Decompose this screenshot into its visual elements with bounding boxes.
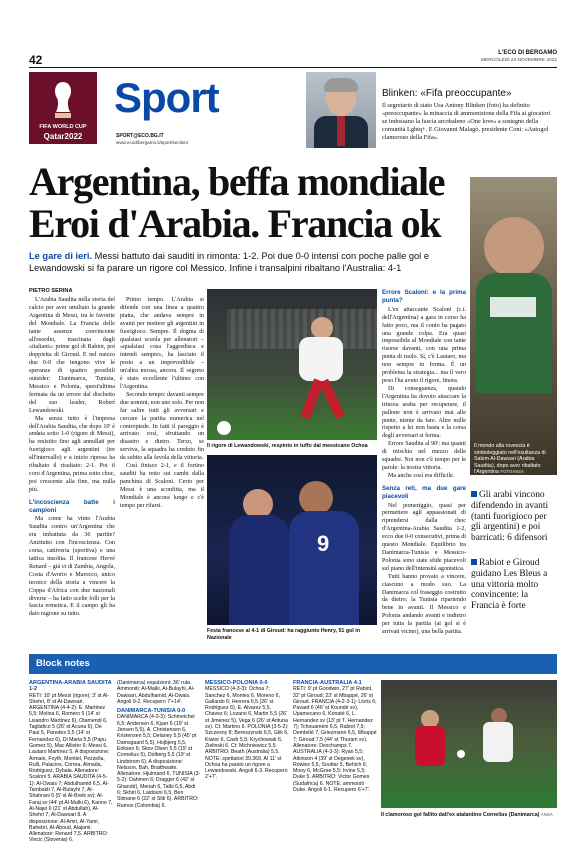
headline-deck <box>29 251 457 274</box>
sidebar-item-text: Rabiot e Giroud guidano Les Bleus a una vittoria molto convincente: la Francia è forte <box>471 558 548 612</box>
paper-name: L'ECO DI BERGAMO <box>498 50 557 56</box>
block-notes-title: Block notes <box>36 658 90 669</box>
world-cup-logo <box>29 72 97 144</box>
col2-paragraph: Primo tempo. L'Arabia si difende con una linea a quattro piatta, che andava sempre in avanti per mettere gli argentini in fuorigioco. Sempre. Il dogma di qualsiasi scuola per allenatori – «qualsiasi cosa l'aggredisca e intendi sempre», ha lasciato il posto a un imprevedibile – un'altra mossa, ancora. Il segreto è stato eccellente l'ultimo con l'Argentina. <box>120 297 204 390</box>
header-top-rule <box>29 67 557 68</box>
article-col2 <box>120 297 204 642</box>
col3-paragraph: Nel pomeriggio, quasi per permettere agli appassionati di riprendersi dalla choc d'Argentina-Arabia Saudita 1-2, ecco due 0-0 consecutivi, prima di questo Mondiale. Equilibrio tra Danimarca-Tunisia e Messico-Polonia sono state sfide piacevoli sul piano dell'intensità agonistica. <box>382 502 466 572</box>
giroud-caption: Festa francese al 4-1 di Giroud: ha raggiunto Henry, 51 gol in Nazionale <box>207 628 360 641</box>
match-heading: MESSICO-POLONIA 0-0 <box>205 680 268 686</box>
col3-paragraph: L'ex attaccante Scaloni (c.t. dell'Argentina) a gara in corso ha fatto poco, ma il conto ha pagato una grande colpa. Era quasi impossibile al Mondiale con tante risorse davanti, con una prima punta di ruolo. Sì, c'è Lautaro, ma non sempre in forma. È un problema la strategia... ma il vero peso l'ha avuto il rigore, finora. <box>382 306 466 384</box>
paper-date: MERCOLEDÌ 23 NOVEMBRE 2022 <box>481 58 557 63</box>
sidebar-item <box>471 490 557 544</box>
match-text: RETI: 10' pt Messi (rigore); 3' st Al-Shehri, 8' st Al-Dawsari. ARGENTINA (4-4-2): E. Martinez 5,5; Molina 6, Romero 5 (14' st Lisandro Martinez 6), Otamendi 6, Tagliafico 5 (26' st Acuna 6); De Paul 5, Paredes 5,5 (14' st Fernandez 6), Di Maria 5,5 (Papu Gomez 5), Mac Allister 6; Messi 6, Lautaro Martinez 5. A disposizione: Armani, Foyth, Montiel, Pezzella, Rulli, Palacios, Correa, Almada, Rodriguez, Dybala. Allenatore: Scaloni 5. ARABIA SAUDITA (4-5-1): Al-Owais 7; Abdulhamid 6,5, Al-Tambakti 7, Al-Bulayhi 7, Al-Shahrani 6 (5' st Al-Breik sv); Al-Faraj sv (44' pt Al-Malki 6), Kanno 7, Al-Najei 6 (21' st Abdullah), Al-Shehri 7, Al-Dawsari 8. A disposizione: Al-Amri, Al-Yami, Bahebri, Al-Aboud, Alajami. Allenatore: Renard 7,5. ARBITRO: Vincic (Slovenia) 6. <box>29 692 113 844</box>
square-bullet-icon <box>471 491 477 497</box>
section-email: SPORT@ECO.BG.IT <box>116 133 164 139</box>
match-heading: DANIMARCA-TUNISIA 0-0 <box>117 708 186 715</box>
cornelius-caption-text: Il clamoroso gol fallito dall'ex atalantino Cornelius (Danimarca) <box>381 812 540 818</box>
match-text: MESSICO (4-3-3): Ochoa 7; Sanchez 6, Montes 6, Moreno 6, Gallardo 6; Herrera 6,5 (26' st Rodriguez 6), E. Alvarez 5,5, Chavez 6; Lozano 6, Martin 5,5 (26' st Jimenez 5), Vega 6 (26' st Antuna sv). Ct: Martino 6. POLONIA (3-5-2): Szczesny 8; Bereszynski 6,5, Glik 6, Kiwior 6, Cash 5,5; Krychowiak 6, Zielinski 6. Ct: Michniewicz 5,5. ARBITRO: Beath (Australia) 5,5. NOTE: spettatori 39.369. Al 11' st Ochoa ha parato un rigore a Lewandowski. Angoli 6-3. Recupero 2'+7'. <box>205 686 289 781</box>
col3-paragraph: Errore Saudita al 90': ma quanti di mischia nel mezzo delle squadre. Noi non c'è tempo per le parole: la nostra vittoria. <box>382 441 466 471</box>
arabia-caption-text: Il mondo alla rovescia è simboleggiato nell'esultanza di Salem Al-Dawsari (Arabia Saudita), dopo aver ribaltato l'Argentina <box>474 443 546 475</box>
block-notes-col4 <box>293 680 377 840</box>
match-heading: ARGENTINA-ARABIA SAUDITA 1-2 <box>29 680 112 693</box>
blinken-photo <box>306 72 376 148</box>
col1-paragraph: L'Arabia Saudita nella storia del calcio per aver umiliato la grande Argentina di Messi, tra le favorite del Mondiale. La Francia delle tante assenze convincente all'esordio, trascinata dagli «italiani»: prime gol di Rabiot, poi doppietta di Giroud. E nel mezzo due 0-0 che tengono vive le speranze di quattro possibili outsider: Danimarca, Tunisia, Messico e Polonia, quest'ultima fermata da un errore dal dischetto del suo leader, Robert Lewandowski. <box>29 297 115 414</box>
headline-kicker: Le gare di ieri. <box>29 251 93 261</box>
match-text: (Danimarca) espulsioni: 36' ruta. Ammoniti: Al-Malki, Al-Bulayhi, Al-Dawsari, Abdulhamid, Al-Owais. Angoli 9-2. Recupero 7'+14'. <box>117 680 195 705</box>
giroud-photo: 9 <box>207 455 377 625</box>
cornelius-photo <box>381 680 557 808</box>
cornelius-caption <box>381 812 557 819</box>
square-bullet-icon <box>471 559 477 565</box>
match-text: RETI: 9' pt Goodwin, 27' pt Rabiot, 32' pt Giroud; 23' st Mbappé, 26' st Giroud. FRANCIA (4-2-3-1): Lloris 6; Pavard 6 (46' st Koundé sv), Upamecano 6, Konaté 6, L. Hernandez sv (13' pt T. Hernandez 7); Tchouaméni 6,5, Rabiot 7,5; Dembélé 7, Griezmann 6,5, Mbappé 7; Giroud 7,5 (44' st Thuram sv). Allenatore: Deschamps 7. AUSTRALIA (4-3-3): Ryan 5,5; Atkinson 4 (39' st Degenek sv), Rowles 5,5, Souttar 5, Behich 6; Mooy 6, McGree 5,5; Irvine 5,5; Duke 5. ARBITRO: Victor Gomes (Sudafrica) 6. NOTE: ammoniti Duke. Angoli 6-1. Recupero 6'+7'. <box>293 686 377 794</box>
arabia-caption-credit: FOTOANSA <box>500 469 524 474</box>
col1-paragraph: Ma come ha vinto l'Arabia Saudita contro un'Argentina che era imbattuta da 36 partite? Anzitutto con l'incoscienza. Con corsa, cattiveria (sportiva) e una tattica insolita. Il francese Hervé Renard – già ct di Zambia, Angola, Costa d'Avorio e Marocco, unico tecnico della storia a vincere la Coppa d'Africa con due nazionali diverse – ha fatto scelte folli per la fascia ermetica. E il campo gli ha dato ragione su tutto. <box>29 516 115 618</box>
col3-paragraph: Ma anche così era difficile. <box>388 472 455 479</box>
arabia-photo <box>470 177 557 475</box>
headline-deck-text: Messi battuto dai sauditi in rimonta: 1-2. Poi due 0-0 intensi con poche palle gol e Lewandowski si fa parare un rigore col Messico. Infine i transalpini ribaltano l'Australia: 4-1 <box>29 251 430 273</box>
article-col3 <box>382 289 466 642</box>
col3-paragraph: Di conseguenza, quando l'Argentina ha dovuto attaccare la trincea araba per recuperare, il pallone non è arrivato mai alle punte, niente da fare. Altre mille rispetto a lei non basta e la corsa degli avversari si ferma. <box>382 385 466 440</box>
article-col1 <box>29 297 115 642</box>
sidebar-item-text: Gli arabi vincono difendendo in avanti (tanti fuorigioco per gli argentini) e poi barricati: 6 difensori <box>471 490 549 544</box>
headline-line2: Eroi d'Arabia. Francia ok <box>29 201 441 246</box>
trophy-icon <box>29 76 97 126</box>
block-notes-col2 <box>117 680 201 840</box>
section-title: Sport <box>114 74 219 121</box>
sidebar-item <box>471 558 557 612</box>
match-text: DANIMARCA (4-3-3): Schmeichel 6,5; Andersen 6, Kjaer 6 (19' st Jensen 5,5), A. Christensen 6, Kristensen 5,5; Delaney 5,5 (45' pt Damsgaard 5,5), Hojbjerg 5,5, Eriksen 6; Skov Olsen 5,5 (19' st Cornelius 5), Dolberg 5,5 (19' st Lindstrom 6). A disposizione: Nelsson, Bah, Braithwaite. Allenatore: Hjulmand 6. TUNISIA (3-5-2): Dahmen 6; Dragger 6 (42' st Ghandri), Meriah 6, Talbi 6,5, Abdi 6; Skhiri 6, Laidouni 6,5, Ben Slimane 6 (22' st Sliti 6). ARBITRO: Ramos (Colombia) 6. <box>117 714 201 809</box>
logo-line1: FIFA WORLD CUP <box>39 124 87 130</box>
col2-paragraph: Secondo tempo: davanti sempre due uomini, non uno solo. Per non far salire tutti gli avversari e cercare la partita numerica nel contropiede. In fatti il pareggio è arrivato così, sfruttando un disastro e dietro. Terzo, se serviva, la squadra ha creduto fin da subito alla favola della vittoria. <box>120 391 205 462</box>
byline: PIETRO SERINA <box>29 288 73 294</box>
blinken-title: Blinken: «Fifa preoccupante» <box>382 88 512 99</box>
section-url: www.ecodibergamo.it/sport/section/ <box>116 140 189 145</box>
col3-subheading: Errore Scaloni: e la prima punta? <box>382 289 466 304</box>
blinken-body: Il segretario di stato Usa Antony Blinken (foto) ha definito «preoccupante» la minaccia di ammonizione della Fifa ai giocatori se indossano la fascia arcobaleno «One love» a sostegno della comunità Lgbtq+. E Giovanni Malagò, presidente Coni: «Autogol clamoroso della Fifa». <box>382 102 551 141</box>
col1-paragraph: Ma senza tutto è l'impresa dell'Arabia Saudita, che dopo 10' è andata sotto 1-0 (rigore di Messi), ha resistito fino agli annullati per fuorigioco agli argentini (tre all'intervallo) e a inizio ripresa ha ribaltato il risultato: 2-1. Poi il coro d'Argentina, prima sotto choc, poi crescente alla fine, ma nulla più. <box>29 415 115 493</box>
col2-paragraph: Così finisce 2-1, e il fortino sauditi ha retto sui cambi dalla panchina di Scaloni. Certo per Messi è una sconfitta, ma il Mondiale è ancora lungo e c'è tempo per rifarsi. <box>120 463 204 509</box>
lewandowski-caption: Il rigore di Lewandowski, respinto in tuffo dal messicano Ochoa <box>207 443 368 449</box>
lewandowski-photo <box>207 289 377 440</box>
col3-paragraph: Tutti hanno provato a vincere, ciascuno a modo suo. La Danimarca col fraseggio costruito da dietro; la Tunisia ripartendo bene in avanti. Il Messico e Polonia andando avanti e indietro per tutta la partita (ai gol si è arrivati vicino), una bella partita. <box>382 573 466 636</box>
col1-subheading: L'incoscienza batte i campioni <box>29 498 115 514</box>
match-heading: FRANCIA-AUSTRALIA 4-1 <box>293 680 362 686</box>
headline-line1: Argentina, beffa mondiale <box>29 159 445 204</box>
page-number: 42 <box>29 53 43 67</box>
arabia-caption <box>474 443 554 476</box>
block-notes-col3 <box>205 680 289 840</box>
block-notes-bar <box>29 654 557 674</box>
col3-subheading: Senza reti, ma due gare piacevoli <box>382 484 466 500</box>
cornelius-caption-credit: ANSA <box>540 812 553 817</box>
logo-line2: Qatar2022 <box>43 132 83 141</box>
block-notes-col1 <box>29 680 113 844</box>
